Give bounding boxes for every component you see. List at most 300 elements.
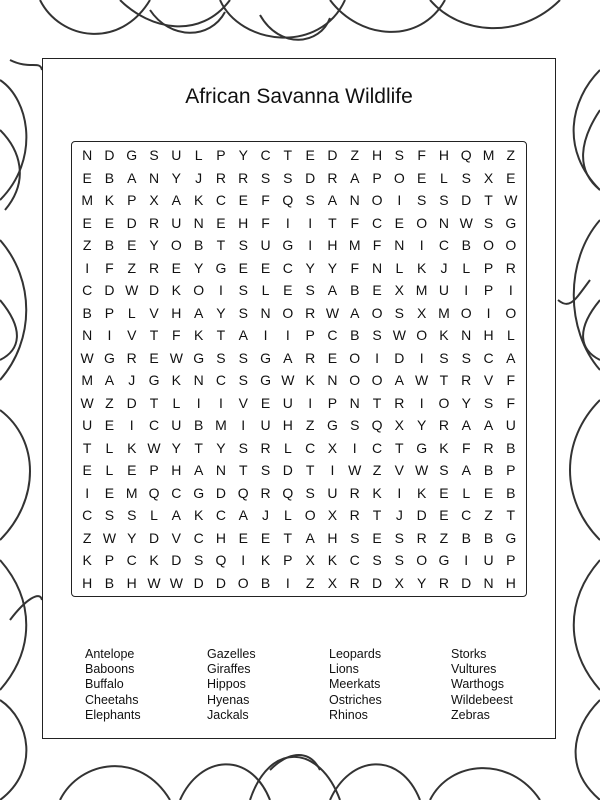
grid-cell[interactable]: Z [82,529,92,546]
grid-cell[interactable]: N [82,147,93,164]
grid-cell[interactable]: B [104,574,115,591]
grid-cell[interactable]: X [305,552,315,569]
grid-cell[interactable]: S [260,169,271,186]
grid-cell[interactable]: R [416,529,427,546]
grid-cell[interactable]: R [505,259,516,276]
grid-cell[interactable]: S [439,462,449,479]
grid-cell[interactable]: O [371,192,383,209]
grid-cell[interactable]: P [305,327,315,344]
grid-cell[interactable]: R [305,349,316,366]
grid-cell[interactable]: U [260,417,271,434]
grid-cell[interactable]: F [372,237,382,254]
grid-cell[interactable]: R [461,372,472,389]
grid-cell[interactable]: I [285,214,290,231]
grid-cell[interactable]: P [283,552,293,569]
grid-cell[interactable]: U [327,484,338,501]
grid-cell[interactable]: G [260,349,271,366]
grid-cell[interactable]: B [193,417,204,434]
grid-cell[interactable]: Y [461,394,471,411]
grid-cell[interactable]: V [149,304,159,321]
grid-cell[interactable]: E [260,394,271,411]
grid-cell[interactable]: I [241,552,246,569]
grid-cell[interactable]: O [170,237,182,254]
grid-cell[interactable]: W [102,529,117,546]
grid-cell[interactable]: Y [327,259,338,276]
grid-cell[interactable]: W [80,349,94,366]
grid-cell[interactable]: N [215,462,226,479]
grid-cell[interactable]: P [506,462,516,479]
grid-cell[interactable]: U [260,237,271,254]
grid-cell[interactable]: C [82,507,93,524]
grid-cell[interactable]: G [126,147,138,164]
grid-cell[interactable]: R [148,214,160,231]
grid-cell[interactable]: J [440,259,448,276]
grid-cell[interactable]: H [215,529,226,546]
grid-cell[interactable]: E [260,529,271,546]
grid-cell[interactable]: W [504,192,518,209]
grid-cell[interactable]: B [104,169,115,186]
grid-cell[interactable]: E [283,282,293,299]
grid-cell[interactable]: B [483,529,494,546]
grid-cell[interactable]: U [171,214,182,231]
grid-cell[interactable]: O [371,372,383,389]
grid-cell[interactable]: T [283,529,293,546]
grid-cell[interactable]: R [438,574,449,591]
grid-cell[interactable]: Y [171,439,181,456]
grid-cell[interactable]: H [327,237,338,254]
grid-cell[interactable]: T [305,462,315,479]
grid-cell[interactable]: Q [460,147,472,164]
grid-cell[interactable]: E [82,462,92,479]
grid-cell[interactable]: I [419,394,424,411]
grid-cell[interactable]: Z [82,237,92,254]
grid-cell[interactable]: R [394,394,405,411]
grid-cell[interactable]: R [148,259,160,276]
grid-cell[interactable]: Z [305,417,315,434]
grid-cell[interactable]: I [219,394,223,411]
grid-cell[interactable]: A [350,169,360,186]
grid-cell[interactable]: P [483,259,494,276]
grid-cell[interactable]: P [327,394,338,411]
grid-cell[interactable]: Q [282,484,294,501]
grid-cell[interactable]: G [193,349,205,366]
grid-cell[interactable]: A [305,529,315,546]
grid-cell[interactable]: G [215,259,227,276]
grid-cell[interactable]: A [238,507,248,524]
grid-cell[interactable]: F [350,214,360,231]
grid-cell[interactable]: S [372,327,382,344]
grid-cell[interactable]: W [459,214,473,231]
grid-cell[interactable]: S [394,147,404,164]
grid-cell[interactable]: P [127,192,137,209]
grid-cell[interactable]: S [216,349,226,366]
grid-cell[interactable]: G [505,529,517,546]
grid-cell[interactable]: U [82,417,93,434]
grid-cell[interactable]: L [105,439,114,456]
grid-cell[interactable]: Y [416,574,427,591]
grid-cell[interactable]: A [193,304,204,321]
grid-cell[interactable]: I [263,327,268,344]
grid-cell[interactable]: X [327,507,338,524]
grid-cell[interactable]: G [148,372,160,389]
grid-cell[interactable]: K [439,439,449,456]
grid-cell[interactable]: T [506,507,516,524]
grid-cell[interactable]: D [394,349,405,366]
grid-cell[interactable]: D [461,192,472,209]
grid-cell[interactable]: F [105,259,114,276]
grid-cell[interactable]: A [327,192,338,209]
grid-cell[interactable]: N [193,214,204,231]
grid-cell[interactable]: I [419,237,424,254]
grid-cell[interactable]: E [82,214,92,231]
grid-cell[interactable]: C [305,439,316,456]
grid-cell[interactable]: D [148,282,160,299]
grid-cell[interactable]: H [171,462,182,479]
grid-cell[interactable]: Y [171,169,181,186]
grid-cell[interactable]: Z [127,259,137,276]
grid-cell[interactable]: Y [149,237,159,254]
grid-cell[interactable]: D [305,169,316,186]
grid-cell[interactable]: U [505,417,516,434]
grid-cell[interactable]: B [350,327,360,344]
grid-cell[interactable]: E [305,147,315,164]
grid-cell[interactable]: Y [238,147,248,164]
grid-cell[interactable]: S [483,394,494,411]
grid-cell[interactable]: I [352,439,357,456]
grid-cell[interactable]: H [483,327,494,344]
grid-cell[interactable]: J [195,169,203,186]
grid-cell[interactable]: C [260,147,271,164]
grid-cell[interactable]: S [439,349,449,366]
grid-cell[interactable]: S [238,439,248,456]
grid-cell[interactable]: C [349,552,360,569]
grid-cell[interactable]: E [439,484,449,501]
grid-cell[interactable]: W [125,282,139,299]
grid-cell[interactable]: S [305,282,315,299]
grid-cell[interactable]: E [327,349,338,366]
grid-cell[interactable]: I [486,304,491,321]
grid-cell[interactable]: M [125,484,138,501]
grid-cell[interactable]: T [149,394,159,411]
grid-cell[interactable]: S [260,462,271,479]
grid-cell[interactable]: L [440,169,448,186]
grid-cell[interactable]: G [104,349,115,366]
grid-cell[interactable]: C [126,552,137,569]
grid-cell[interactable]: N [327,372,338,389]
grid-cell[interactable]: C [193,529,204,546]
grid-cell[interactable]: M [215,417,227,434]
grid-cell[interactable]: S [238,372,248,389]
grid-cell[interactable]: F [417,147,426,164]
grid-cell[interactable]: T [238,462,248,479]
grid-cell[interactable]: O [349,372,361,389]
grid-cell[interactable]: Y [216,439,226,456]
grid-cell[interactable]: Y [127,529,137,546]
grid-cell[interactable]: E [104,417,115,434]
grid-cell[interactable]: M [482,147,495,164]
grid-cell[interactable]: I [419,349,424,366]
grid-cell[interactable]: W [169,574,183,591]
grid-cell[interactable]: K [171,372,181,389]
grid-cell[interactable]: I [196,394,201,411]
grid-cell[interactable]: E [260,259,271,276]
grid-cell[interactable]: S [193,552,204,569]
grid-cell[interactable]: U [171,147,182,164]
grid-cell[interactable]: I [375,349,379,366]
grid-cell[interactable]: S [238,349,248,366]
grid-cell[interactable]: D [327,147,338,164]
grid-cell[interactable]: T [82,439,92,456]
grid-cell[interactable]: I [107,327,112,344]
grid-cell[interactable]: K [305,372,315,389]
grid-cell[interactable]: S [149,147,159,164]
grid-cell[interactable]: A [127,169,137,186]
grid-cell[interactable]: X [327,574,338,591]
grid-cell[interactable]: O [505,237,517,254]
grid-cell[interactable]: F [506,394,516,411]
grid-cell[interactable]: D [104,147,115,164]
grid-cell[interactable]: D [282,462,293,479]
grid-cell[interactable]: I [241,417,246,434]
grid-cell[interactable]: C [282,259,293,276]
grid-cell[interactable]: T [484,192,493,209]
grid-cell[interactable]: I [308,394,313,411]
grid-cell[interactable]: I [464,282,469,299]
grid-cell[interactable]: K [193,192,204,209]
grid-cell[interactable]: E [238,192,248,209]
grid-cell[interactable]: O [393,169,405,186]
grid-cell[interactable]: E [82,169,92,186]
grid-cell[interactable]: E [394,214,404,231]
grid-cell[interactable]: K [171,282,181,299]
grid-cell[interactable]: H [171,304,182,321]
grid-cell[interactable]: S [350,417,360,434]
grid-cell[interactable]: K [193,507,204,524]
grid-cell[interactable]: H [82,574,93,591]
grid-cell[interactable]: C [371,214,383,231]
grid-cell[interactable]: P [104,304,115,321]
grid-cell[interactable]: O [416,214,428,231]
grid-cell[interactable]: B [193,237,204,254]
grid-cell[interactable]: Y [416,417,427,434]
grid-cell[interactable]: N [438,214,449,231]
grid-cell[interactable]: S [305,484,315,501]
grid-cell[interactable]: Q [371,417,383,434]
grid-cell[interactable]: T [372,394,382,411]
grid-cell[interactable]: S [461,169,471,186]
grid-cell[interactable]: J [395,507,403,524]
grid-cell[interactable]: L [283,439,292,456]
grid-cell[interactable]: H [126,574,137,591]
grid-cell[interactable]: F [461,439,471,456]
grid-cell[interactable]: B [506,484,516,501]
grid-cell[interactable]: G [327,417,338,434]
grid-cell[interactable]: T [149,327,159,344]
grid-cell[interactable]: A [461,462,471,479]
grid-cell[interactable]: B [82,304,92,321]
grid-cell[interactable]: D [104,282,115,299]
grid-cell[interactable]: I [464,552,469,569]
grid-cell[interactable]: A [394,372,404,389]
grid-cell[interactable]: W [147,574,161,591]
grid-cell[interactable]: D [126,214,137,231]
grid-cell[interactable]: G [193,484,205,501]
grid-cell[interactable]: N [483,574,494,591]
grid-cell[interactable]: F [350,259,360,276]
grid-cell[interactable]: L [172,394,181,411]
grid-cell[interactable]: K [327,552,338,569]
grid-cell[interactable]: O [193,282,205,299]
grid-cell[interactable]: L [261,282,270,299]
grid-cell[interactable]: J [128,372,136,389]
grid-cell[interactable]: T [328,214,337,231]
grid-cell[interactable]: D [148,529,160,546]
grid-cell[interactable]: I [85,484,90,501]
grid-cell[interactable]: K [439,327,449,344]
grid-cell[interactable]: I [285,327,290,344]
grid-cell[interactable]: H [327,529,338,546]
grid-cell[interactable]: I [308,214,313,231]
grid-cell[interactable]: W [392,327,406,344]
grid-cell[interactable]: S [238,304,248,321]
grid-cell[interactable]: N [349,192,360,209]
grid-cell[interactable]: S [305,192,315,209]
grid-cell[interactable]: Z [506,147,516,164]
grid-cell[interactable]: Y [193,259,204,276]
grid-cell[interactable]: W [325,304,340,321]
grid-cell[interactable]: K [372,484,382,501]
grid-cell[interactable]: D [416,507,427,524]
grid-cell[interactable]: W [80,394,94,411]
grid-cell[interactable]: E [439,507,449,524]
grid-cell[interactable]: N [394,237,405,254]
grid-cell[interactable]: X [394,574,404,591]
grid-cell[interactable]: C [371,439,383,456]
grid-cell[interactable]: P [483,282,494,299]
grid-cell[interactable]: T [283,147,293,164]
grid-cell[interactable]: Q [282,192,294,209]
grid-cell[interactable]: I [397,192,402,209]
grid-cell[interactable]: T [395,439,404,456]
grid-cell[interactable]: X [416,304,427,321]
grid-cell[interactable]: I [285,574,290,591]
grid-cell[interactable]: K [416,259,427,276]
grid-cell[interactable]: P [104,552,115,569]
grid-cell[interactable]: R [327,169,338,186]
grid-cell[interactable]: B [350,282,360,299]
grid-cell[interactable]: L [462,484,471,501]
grid-cell[interactable]: E [372,529,382,546]
grid-cell[interactable]: E [104,484,115,501]
grid-cell[interactable]: L [462,259,471,276]
grid-cell[interactable]: K [104,192,115,209]
grid-cell[interactable]: L [150,507,158,524]
grid-cell[interactable]: G [505,214,517,231]
grid-cell[interactable]: L [127,304,136,321]
grid-cell[interactable]: B [104,237,115,254]
grid-cell[interactable]: H [371,147,383,164]
grid-cell[interactable]: T [439,372,449,389]
grid-cell[interactable]: M [438,304,450,321]
grid-cell[interactable]: F [506,372,516,389]
grid-cell[interactable]: Q [237,484,249,501]
grid-cell[interactable]: S [461,349,471,366]
grid-cell[interactable]: V [238,394,248,411]
grid-cell[interactable]: W [147,439,161,456]
grid-cell[interactable]: T [216,237,226,254]
grid-cell[interactable]: G [282,237,294,254]
grid-cell[interactable]: M [81,192,93,209]
grid-cell[interactable]: D [461,574,472,591]
grid-cell[interactable]: C [215,372,226,389]
grid-cell[interactable]: C [438,237,449,254]
grid-cell[interactable]: C [82,282,93,299]
grid-cell[interactable]: N [82,327,93,344]
grid-cell[interactable]: J [262,507,270,524]
grid-cell[interactable]: N [371,259,383,276]
grid-cell[interactable]: T [372,507,382,524]
grid-cell[interactable]: B [506,439,516,456]
grid-cell[interactable]: O [349,349,361,366]
grid-cell[interactable]: K [82,552,92,569]
grid-cell[interactable]: A [483,417,494,434]
grid-cell[interactable]: R [126,349,137,366]
grid-cell[interactable]: S [283,169,293,186]
grid-cell[interactable]: K [127,439,137,456]
grid-cell[interactable]: B [483,462,494,479]
grid-cell[interactable]: V [127,327,137,344]
grid-cell[interactable]: R [238,169,249,186]
grid-cell[interactable]: M [415,282,428,299]
grid-cell[interactable]: I [85,259,90,276]
grid-cell[interactable]: A [461,417,471,434]
grid-cell[interactable]: E [149,349,159,366]
grid-cell[interactable]: H [282,417,293,434]
grid-cell[interactable]: F [261,192,270,209]
grid-cell[interactable]: N [148,169,160,186]
grid-cell[interactable]: E [506,169,516,186]
grid-cell[interactable]: W [348,462,362,479]
grid-cell[interactable]: W [281,372,295,389]
grid-cell[interactable]: Z [439,529,449,546]
grid-cell[interactable]: E [238,259,248,276]
grid-cell[interactable]: L [105,462,114,479]
grid-cell[interactable]: M [348,237,361,254]
grid-cell[interactable]: A [238,327,248,344]
grid-cell[interactable]: E [127,237,137,254]
grid-cell[interactable]: S [238,282,248,299]
grid-cell[interactable]: K [193,327,204,344]
grid-cell[interactable]: U [438,282,449,299]
grid-cell[interactable]: M [81,372,93,389]
grid-cell[interactable]: S [394,552,404,569]
grid-cell[interactable]: S [127,507,137,524]
grid-cell[interactable]: K [149,552,159,569]
grid-cell[interactable]: S [350,529,360,546]
grid-cell[interactable]: R [305,304,316,321]
grid-cell[interactable]: W [169,349,183,366]
grid-cell[interactable]: U [282,394,293,411]
grid-cell[interactable]: V [394,462,404,479]
grid-cell[interactable]: Y [216,304,226,321]
grid-cell[interactable]: O [237,574,249,591]
grid-cell[interactable]: S [394,529,404,546]
grid-cell[interactable]: S [238,237,248,254]
grid-cell[interactable]: X [483,169,494,186]
grid-cell[interactable]: A [104,372,115,389]
grid-cell[interactable]: X [394,417,404,434]
grid-cell[interactable]: C [483,349,494,366]
